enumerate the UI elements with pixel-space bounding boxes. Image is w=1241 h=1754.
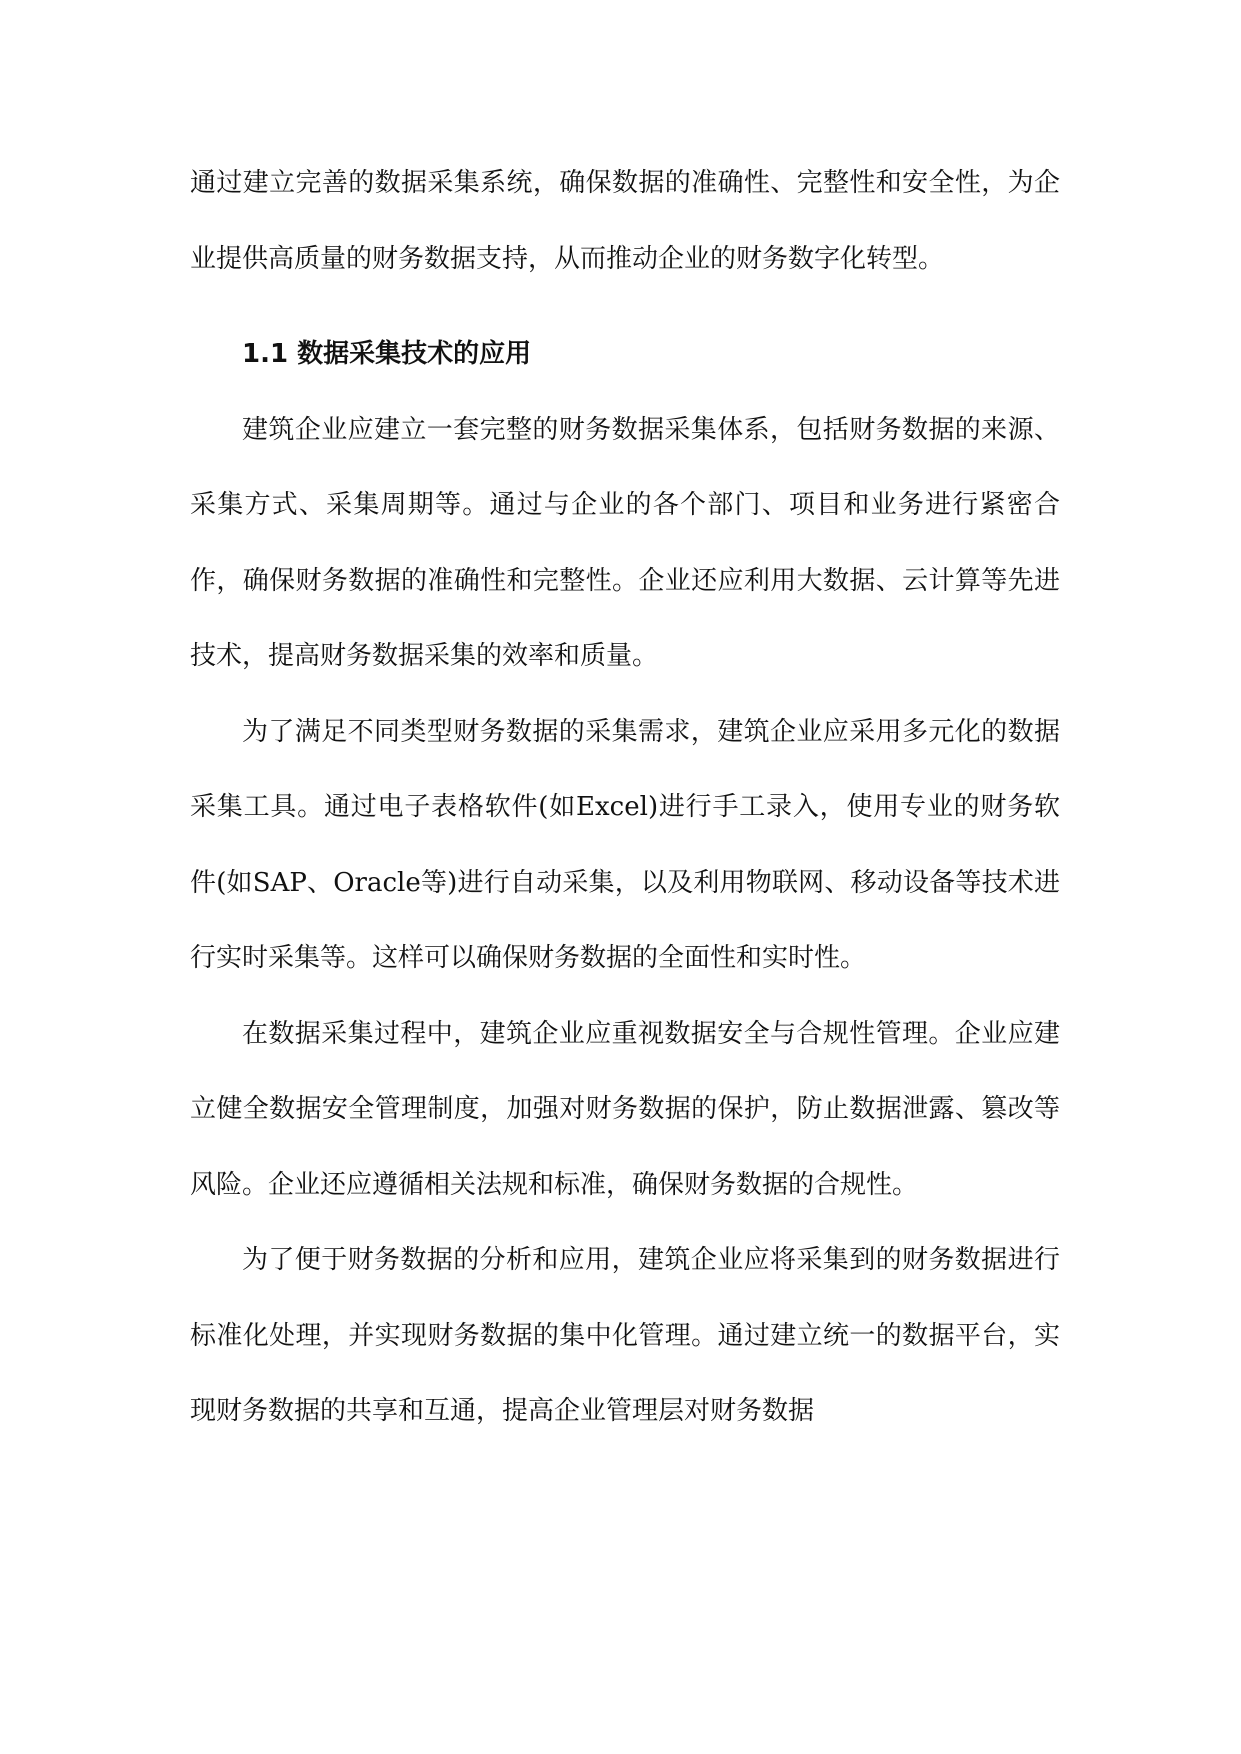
- document-body: [190, 146, 1060, 1450]
- body-paragraph-2: 为了满足不同类型财务数据的采集需求，建筑企业应采用多元化的数据采集工具。通过电子表格软件(如Excel)进行手工录入，使用专业的财务软件(如SAP、Oracle等)进行自动采集，以及利用物联网、移动设备等技术进行实时采集等。这样可以确保财务数据的全面性和实时性。: [190, 716, 1060, 973]
- intro-paragraph: 通过建立完善的数据采集系统，确保数据的准确性、完整性和安全性，为企业提供高质量的财务数据支持，从而推动企业的财务数字化转型。: [190, 168, 1060, 274]
- body-paragraph-4: 为了便于财务数据的分析和应用，建筑企业应将采集到的财务数据进行标准化处理，并实现财务数据的集中化管理。通过建立统一的数据平台，实现财务数据的共享和互通，提高企业管理层对财务数据: [190, 1245, 1060, 1426]
- body-paragraph-1: 建筑企业应建立一套完整的财务数据采集体系，包括财务数据的来源、采集方式、采集周期等。通过与企业的各个部门、项目和业务进行紧密合作，确保财务数据的准确性和完整性。企业还应利用大数据、云计算等先进技术，提高财务数据采集的效率和质量。: [190, 414, 1060, 671]
- section-heading: 1.1 数据采集技术的应用: [242, 339, 532, 369]
- body-paragraph-3: 在数据采集过程中，建筑企业应重视数据安全与合规性管理。企业应建立健全数据安全管理制度，加强对财务数据的保护，防止数据泄露、篡改等风险。企业还应遵循相关法规和标准，确保财务数据的合规性。: [190, 1018, 1060, 1200]
